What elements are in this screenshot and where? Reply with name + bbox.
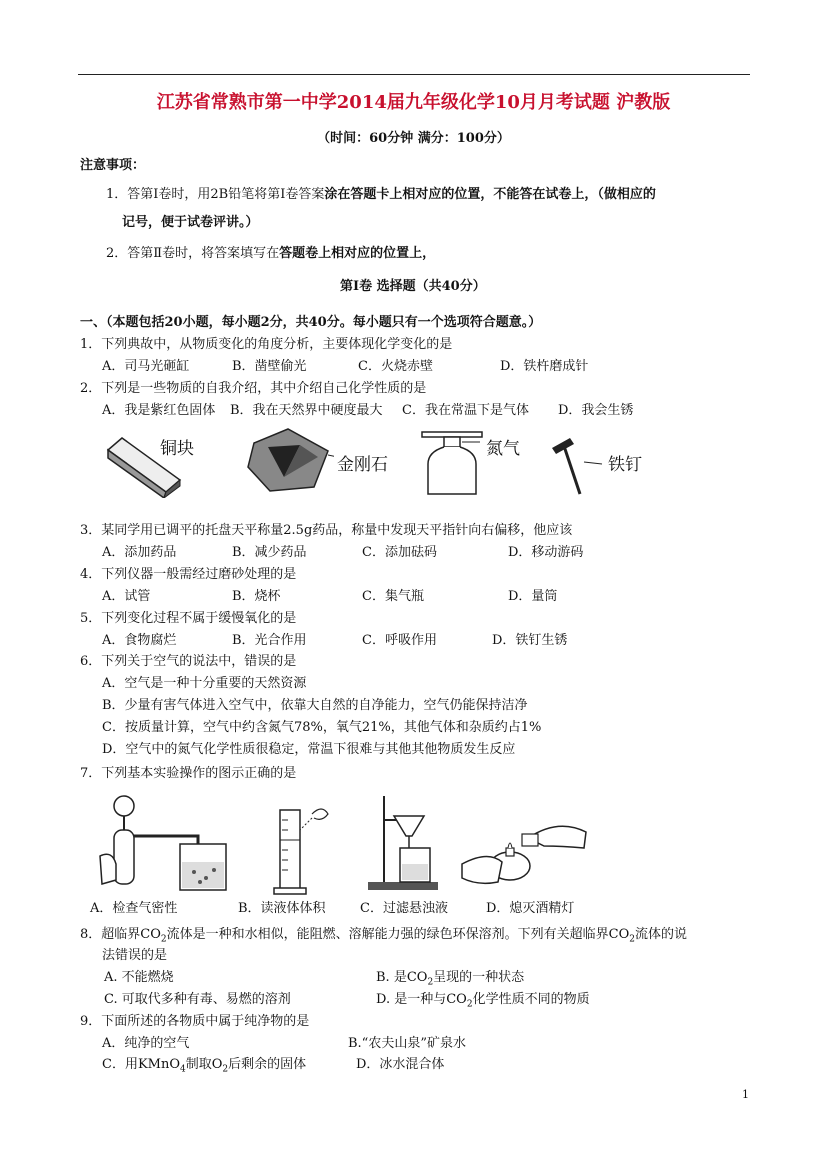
q8-stem-part3: 流体的说 — [634, 927, 687, 942]
q8-option-d — [376, 991, 590, 1014]
q2-option-c: C．我在常温下是气体 — [402, 403, 529, 418]
q8-option-d-pre: D. 是一种与CO — [376, 992, 467, 1007]
diamond-figure — [244, 425, 334, 497]
nitrogen-label: 氮气 — [486, 439, 520, 459]
q6-stem: 6．下列关于空气的说法中，错误的是 — [80, 654, 297, 669]
q7-option-c: C．过滤悬浊液 — [360, 901, 448, 916]
page-title: 江苏省常熟市第一中学2014届九年级化学10月月考试题 沪教版 — [156, 92, 671, 113]
q8-option-b-sub: 2 — [427, 977, 434, 988]
q8-stem — [80, 926, 687, 949]
notice-item-2-emph: 答题卷上相对应的位置上， — [279, 246, 436, 261]
q9-option-a: A．纯净的空气 — [102, 1036, 190, 1051]
q7-option-d: D．熄灭酒精灯 — [486, 901, 575, 916]
filtration-figure — [364, 792, 444, 894]
notice-item-1 — [106, 186, 656, 204]
q3-option-b: B．减少药品 — [232, 545, 307, 560]
q3-stem: 3．某同学用已调平的托盘天平称量2.5g药品，称量中发现天平指针向右偏移，他应该 — [80, 523, 573, 538]
q5-option-c: C．呼吸作用 — [362, 633, 437, 648]
page-number: 1 — [742, 1088, 749, 1101]
notice-item-1-emph: 涂在答题卡上相对应的位置，不能答在试卷上，（ — [324, 187, 604, 202]
q9-option-c-pre: C．用KMnO — [102, 1057, 181, 1072]
q1-option-b: B．凿壁偷光 — [232, 359, 307, 374]
q1-option-d: D．铁杵磨成针 — [500, 359, 589, 374]
notice-item-1-text: 1．答第Ⅰ卷时，用2B铅笔将第Ⅰ卷答案 — [106, 187, 325, 202]
airtightness-check-figure — [98, 792, 238, 894]
q4-option-d: D．量筒 — [508, 589, 558, 604]
section-instruction: 一、（本题包括20小题，每小题2分，共40分。每小题只有一个选项符合题意。） — [80, 315, 542, 330]
notice-item-2-text: 2．答第Ⅱ卷时，将答案填写在 — [106, 246, 280, 261]
q8-stem-cont: 法错误的是 — [102, 948, 168, 963]
q3-option-c: C．添加砝码 — [362, 545, 437, 560]
q6-option-a: A．空气是一种十分重要的天然资源 — [102, 676, 307, 691]
q8-option-b — [376, 969, 524, 992]
q2-option-a: A．我是紫红色固体 — [102, 403, 216, 418]
notice-item-1-emph2: 做相应的 — [603, 187, 656, 202]
q8-option-b-pre: B. 是CO — [376, 970, 428, 985]
q9-stem: 9．下面所述的各物质中属于纯净物的是 — [80, 1014, 310, 1029]
header-rule — [78, 74, 750, 75]
q4-option-b: B．烧杯 — [232, 589, 281, 604]
nail-label: 铁钉 — [608, 455, 642, 475]
q5-option-a: A．食物腐烂 — [102, 633, 177, 648]
q8-option-c: C. 可取代多种有毒、易燃的溶剂 — [104, 992, 291, 1007]
q9-option-c — [102, 1056, 306, 1079]
q8-option-b-post: 呈现的一种状态 — [433, 970, 525, 985]
q9-option-b: B.“农夫山泉”矿泉水 — [348, 1036, 466, 1051]
diamond-label: 金刚石 — [337, 455, 388, 475]
q6-option-b: B．少量有害气体进入空气中，依靠大自然的自净能力，空气仍能保持洁净 — [102, 698, 528, 713]
q5-option-b: B．光合作用 — [232, 633, 307, 648]
exam-info: （时间：60分钟 满分：100分） — [317, 131, 510, 146]
q1-stem: 1．下列典故中，从物质变化的角度分析，主要体现化学变化的是 — [80, 337, 453, 352]
q8-stem-sub2: 2 — [629, 934, 635, 945]
read-volume-figure — [272, 800, 332, 896]
q8-option-a: A. 不能燃烧 — [104, 970, 174, 985]
q9-option-d: D．冰水混合体 — [356, 1057, 445, 1072]
q3-option-a: A．添加药品 — [102, 545, 177, 560]
q2-option-d: D．我会生锈 — [558, 403, 634, 418]
q9-option-c-sub2: 2 — [222, 1064, 229, 1075]
q1-option-c: C．火烧赤壁 — [358, 359, 433, 374]
q6-option-d: D．空气中的氮气化学性质很稳定，常温下很难与其他其他物质发生反应 — [102, 742, 516, 757]
q6-option-c: C．按质量计算，空气中约含氮气78%，氧气21%，其他气体和杂质约占1% — [102, 720, 542, 735]
q8-stem-part2: 流体是一种和水相似，能阻燃、溶解能力强的绿色环保溶剂。下列有关超临界CO — [166, 927, 630, 942]
q4-stem: 4．下列仪器一般需经过磨砂处理的是 — [80, 567, 297, 582]
q7-stem: 7．下列基本实验操作的图示正确的是 — [80, 766, 297, 781]
q1-option-a: A．司马光砸缸 — [102, 359, 190, 374]
q8-stem-sub1: 2 — [160, 934, 167, 945]
q3-option-d: D．移动游码 — [508, 545, 584, 560]
q9-option-c-mid: 制取O — [185, 1057, 223, 1072]
copper-label: 铜块 — [160, 439, 194, 459]
section-title: 第Ⅰ卷 选择题（共40分） — [340, 279, 486, 294]
q9-option-c-post: 后剩余的固体 — [228, 1057, 307, 1072]
q2-option-b: B．我在天然界中硬度最大 — [230, 403, 383, 418]
q9-option-c-sub1: 4 — [180, 1064, 186, 1075]
nitrogen-bottle-figure — [418, 428, 488, 498]
q4-option-c: C．集气瓶 — [362, 589, 424, 604]
q8-option-d-sub: 2 — [466, 999, 473, 1010]
alcohol-lamp-figure — [458, 798, 590, 892]
q5-option-d: D．铁钉生锈 — [492, 633, 568, 648]
q7-option-b: B．读液体体积 — [238, 901, 326, 916]
q5-stem: 5．下列变化过程不属于缓慢氧化的是 — [80, 611, 297, 626]
notice-item-1-cont: 记号，便于试卷评讲。） — [122, 215, 259, 230]
q7-option-a: A．检查气密性 — [90, 901, 178, 916]
q8-stem-part1: 8．超临界CO — [80, 927, 161, 942]
q2-stem: 2．下列是一些物质的自我介绍，其中介绍自己化学性质的是 — [80, 381, 427, 396]
notice-item-2 — [106, 245, 435, 263]
iron-nail-figure — [548, 436, 604, 500]
q8-option-d-post: 化学性质不同的物质 — [472, 992, 590, 1007]
q4-option-a: A．试管 — [102, 589, 151, 604]
notice-heading: 注意事项： — [80, 158, 146, 173]
